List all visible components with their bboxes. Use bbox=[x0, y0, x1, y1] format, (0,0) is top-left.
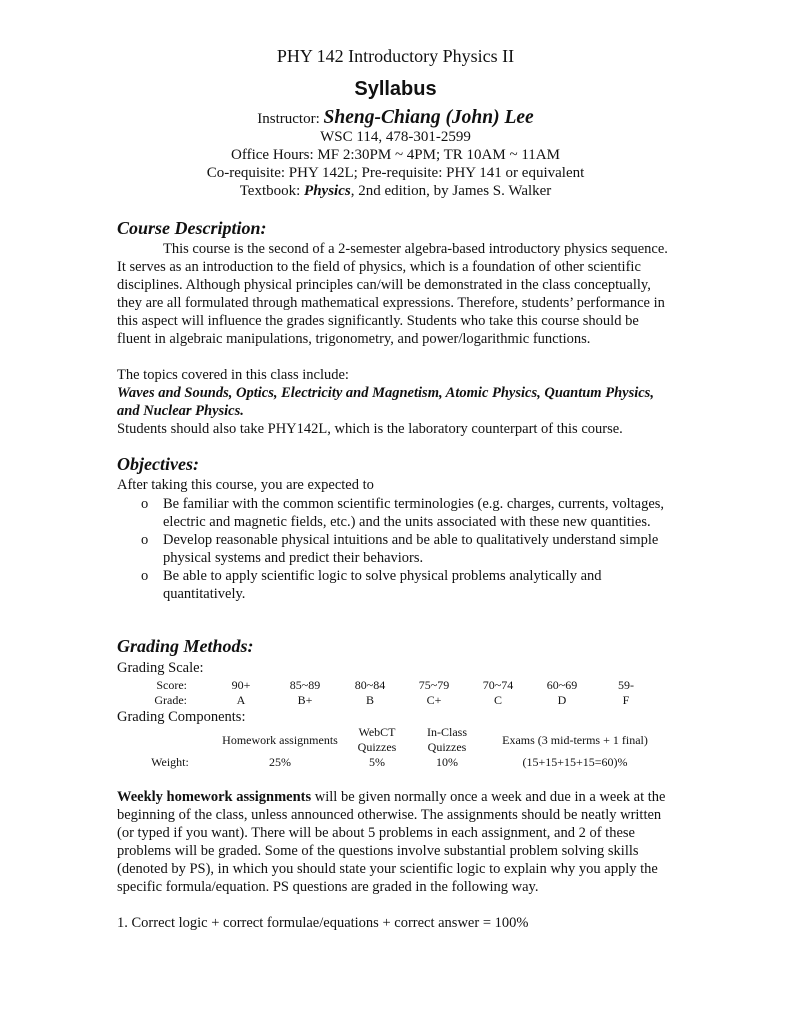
weight-cell: 5% bbox=[369, 755, 385, 769]
course-description-heading: Course Description: bbox=[117, 218, 267, 238]
textbook-title: Physics bbox=[304, 183, 351, 199]
objective-item: o Be familiar with the common scientific terminologies (e.g. charges, currents, voltages, electric and magnetic fields, etc.) and the units associated with these new quantities. bbox=[141, 496, 665, 530]
component-header: WebCT Quizzes bbox=[357, 725, 397, 754]
textbook-label: Textbook: bbox=[239, 183, 301, 199]
bullet-marker: o bbox=[141, 532, 149, 548]
textbook-details: , 2nd edition, by James S. Walker bbox=[350, 183, 552, 199]
grading-components-label: Grading Components: bbox=[117, 709, 246, 725]
instructor-line bbox=[0, 107, 791, 129]
grade-cell: C+ bbox=[426, 693, 442, 707]
grade-cell: A bbox=[236, 693, 246, 707]
topics-intro: The topics covered in this class include: bbox=[117, 367, 349, 383]
grading-rule-1: 1. Correct logic + correct formulae/equations + correct answer = 100% bbox=[117, 915, 529, 931]
course-description-paragraph: This course is the second of a 2-semester algebra-based introductory physics sequence. It serves as an introduction to the field of physics, which is a foundation of other scientific disciplines. Although physical principles can/will be demonstrated in the class conceptually, they are all formulated through mathematical expressions. Therefore, students’ performance in this aspect will influence the grades significantly. Students who take this course should be fluent in algebraic manipulations, trigonometry, and power/logarithmic functions. bbox=[117, 241, 668, 347]
objective-item: o Develop reasonable physical intuitions and be able to qualitatively understand simple physical systems and predict their behaviors. bbox=[141, 532, 659, 566]
grade-cell: B+ bbox=[297, 693, 313, 707]
objectives-intro: After taking this course, you are expected to bbox=[117, 477, 374, 493]
objective-item: o Be able to apply scientific logic to solve physical problems analytically and quantitatively. bbox=[141, 568, 602, 602]
score-cell: 59- bbox=[618, 678, 634, 692]
grading-scale-label: Grading Scale: bbox=[117, 660, 204, 676]
homework-lead: Weekly homework assignments bbox=[117, 789, 312, 805]
score-cell: 60~69 bbox=[546, 678, 578, 692]
score-cell: 85~89 bbox=[289, 678, 321, 692]
score-row-label: Score: bbox=[156, 678, 187, 692]
grade-cell: C bbox=[493, 693, 502, 707]
office-info: WSC 114, 478-301-2599 bbox=[320, 129, 471, 145]
requisites: Co-requisite: PHY 142L; Pre-requisite: PHY 141 or equivalent bbox=[206, 165, 585, 181]
grade-cell: F bbox=[622, 693, 630, 707]
objectives-list bbox=[141, 495, 681, 603]
component-header: Homework assignments bbox=[222, 733, 338, 747]
grading-heading: Grading Methods: bbox=[117, 636, 254, 656]
bullet-marker: o bbox=[141, 568, 149, 584]
topics-list: Waves and Sounds, Optics, Electricity and Magnetism, Atomic Physics, Quantum Physics, and Nuclear Physics. bbox=[117, 385, 654, 419]
instructor-label: Instructor: bbox=[257, 111, 320, 127]
grade-cell: B bbox=[365, 693, 374, 707]
homework-text: will be given normally once a week and due in a week at the beginning of the class, unless announced otherwise. The assignments should be neatly written (or typed if you want). There will be about 5 problems in each assignment, and 2 of these problems will be graded. Some of the questions involve substantial problem solving skills (denoted by PS), in which you should state your scientific logic to explain why you apply the specific formula/equation. PS questions are graded in the following way. bbox=[117, 789, 666, 895]
score-cell: 80~84 bbox=[354, 678, 386, 692]
score-cell: 90+ bbox=[231, 678, 251, 692]
weight-cell: (15+15+15+15=60)% bbox=[522, 755, 628, 769]
grade-row-label: Grade: bbox=[154, 693, 187, 707]
objectives-heading: Objectives: bbox=[117, 454, 199, 474]
document-title: Syllabus bbox=[354, 78, 437, 100]
office-hours: Office Hours: MF 2:30PM ~ 4PM; TR 10AM ~ 11AM bbox=[231, 147, 560, 163]
textbook-line bbox=[0, 183, 791, 200]
bullet-marker: o bbox=[141, 496, 149, 512]
component-header: In-Class Quizzes bbox=[427, 725, 467, 754]
weight-row-label: Weight: bbox=[151, 755, 189, 769]
score-cell: 70~74 bbox=[482, 678, 514, 692]
component-header: Exams (3 mid-terms + 1 final) bbox=[502, 733, 648, 747]
grade-cell: D bbox=[557, 693, 567, 707]
homework-paragraph bbox=[117, 788, 673, 896]
lab-note: Students should also take PHY142L, which is the laboratory counterpart of this course. bbox=[117, 421, 623, 437]
course-title: PHY 142 Introductory Physics II bbox=[276, 46, 515, 66]
instructor-name: Sheng-Chiang (John) Lee bbox=[323, 107, 534, 128]
weight-cell: 25% bbox=[269, 755, 291, 769]
score-cell: 75~79 bbox=[418, 678, 450, 692]
weight-cell: 10% bbox=[436, 755, 458, 769]
